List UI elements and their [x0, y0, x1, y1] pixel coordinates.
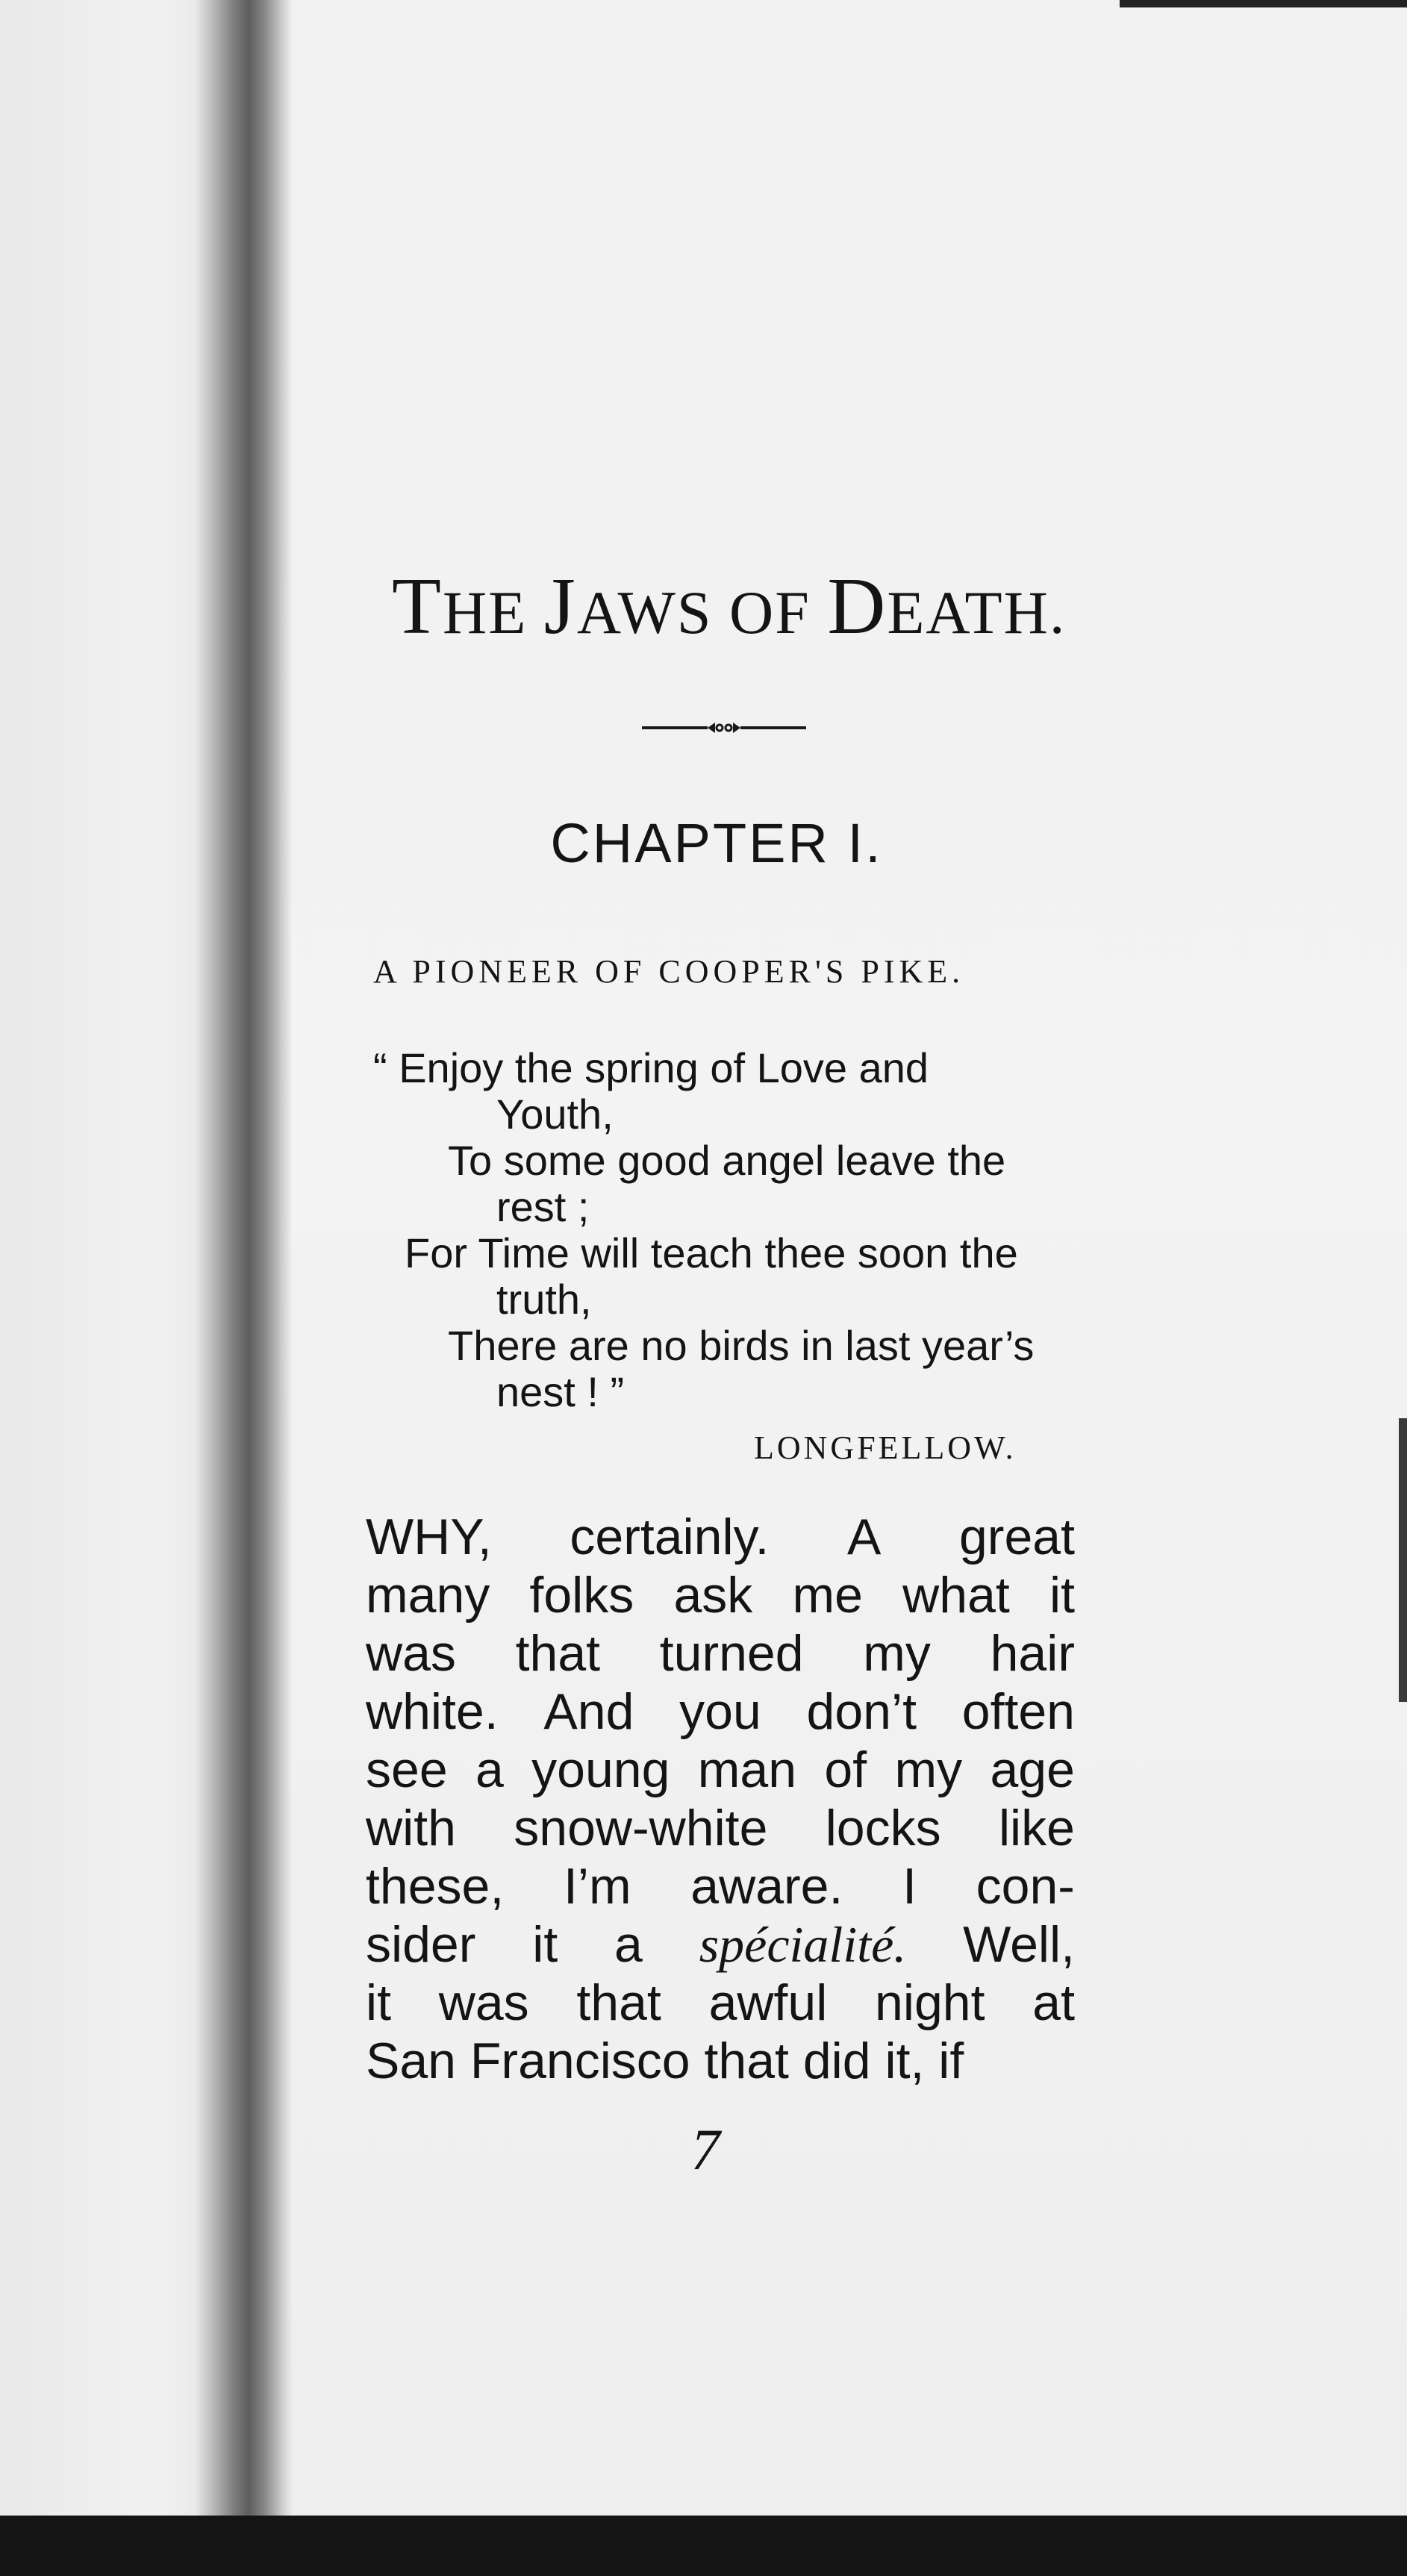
body-line [366, 1508, 1075, 1566]
page-number: 7 [690, 2117, 720, 2182]
body-word: that [515, 1625, 601, 1682]
body-word: my [894, 1741, 963, 1798]
body-word: certainly. [570, 1509, 770, 1565]
body-word-italic: spécialité. [699, 1916, 907, 1973]
epigraph-line: rest ; [496, 1183, 590, 1230]
scan-edge-bottom [0, 2516, 1407, 2576]
left-page-margin [0, 0, 224, 2516]
body-word: you [679, 1683, 761, 1740]
epigraph-line: To some good angel leave the [448, 1137, 1006, 1184]
body-line [366, 1566, 1075, 1624]
body-word: locks [825, 1800, 941, 1856]
book-title-part: EATH. [887, 578, 1067, 646]
book-title [392, 558, 1067, 661]
body-word: like [998, 1800, 1075, 1856]
body-line [366, 1857, 1075, 1915]
body-word: snow-white [514, 1800, 768, 1856]
body-word: that [576, 1974, 661, 2031]
book-title-part: AWS OF [576, 578, 828, 646]
body-word: young [531, 1741, 670, 1798]
body-word: folks [529, 1567, 634, 1624]
body-line [366, 1915, 1075, 1974]
epigraph-line: There are no birds in last year’s [448, 1322, 1035, 1369]
book-title-part: D [827, 562, 887, 651]
body-line [366, 1799, 1075, 1857]
body-word: it [366, 1974, 391, 2031]
body-word: a [475, 1741, 504, 1798]
body-word: sider [366, 1916, 476, 1973]
body-word: a [614, 1916, 643, 1973]
body-line [366, 2032, 1075, 2090]
body-line [366, 1974, 1075, 2032]
body-word: with [366, 1800, 456, 1856]
body-word: awful [708, 1974, 828, 2031]
body-paragraph [366, 1508, 1075, 2090]
body-word: I’m [563, 1858, 631, 1915]
body-word: great [958, 1509, 1075, 1565]
body-word: ask [673, 1567, 753, 1624]
body-word: turned [659, 1625, 804, 1682]
body-word: man [697, 1741, 797, 1798]
body-word: me [792, 1567, 863, 1624]
book-title-part: J [543, 562, 577, 651]
body-word: see [366, 1741, 448, 1798]
body-word: often [961, 1683, 1075, 1740]
epigraph-line: “ Enjoy the spring of Love and [373, 1044, 929, 1091]
body-word: night [875, 1974, 985, 2031]
body-word: And [543, 1683, 634, 1740]
epigraph-line: nest ! ” [496, 1368, 625, 1415]
body-word: San Francisco that did it, if [366, 2033, 964, 2089]
epigraph-line: For Time will teach thee soon the [405, 1229, 1018, 1276]
body-word: A [847, 1509, 882, 1565]
body-line [366, 1741, 1075, 1799]
body-word: it [1049, 1567, 1075, 1624]
body-word: many [366, 1567, 490, 1624]
body-word: at [1032, 1974, 1075, 2031]
body-word: white. [366, 1683, 499, 1740]
book-gutter-shadow [196, 0, 293, 2516]
epigraph [373, 1045, 1075, 1415]
book-title-part: T [392, 562, 443, 651]
body-word: don’t [806, 1683, 917, 1740]
body-word: con- [976, 1858, 1075, 1915]
body-word: my [863, 1625, 931, 1682]
body-word: these, [366, 1858, 505, 1915]
body-word: Well, [963, 1916, 1075, 1973]
body-word: hair [990, 1625, 1075, 1682]
chapter-heading: CHAPTER I. [550, 812, 883, 874]
body-line [366, 1624, 1075, 1682]
scan-edge-top [1120, 0, 1407, 7]
epigraph-attribution: LONGFELLOW. [754, 1429, 1017, 1466]
body-word: of [824, 1741, 867, 1798]
scan-edge-right [1399, 1418, 1407, 1702]
body-word: aware. [690, 1858, 843, 1915]
chapter-subtitle: A PIONEER OF COOPER'S PIKE. [373, 953, 965, 990]
body-word: it [532, 1916, 558, 1973]
body-word: was [438, 1974, 529, 2031]
body-line [366, 1682, 1075, 1741]
body-word: age [990, 1741, 1075, 1798]
ornament-rule-icon [642, 717, 806, 739]
body-word: I [902, 1858, 917, 1915]
body-word: what [902, 1567, 1010, 1624]
epigraph-line: truth, [496, 1276, 592, 1323]
body-word: was [366, 1625, 456, 1682]
epigraph-line: Youth, [496, 1091, 614, 1138]
body-word: WHY, [366, 1509, 492, 1565]
book-title-part: HE [442, 578, 544, 646]
